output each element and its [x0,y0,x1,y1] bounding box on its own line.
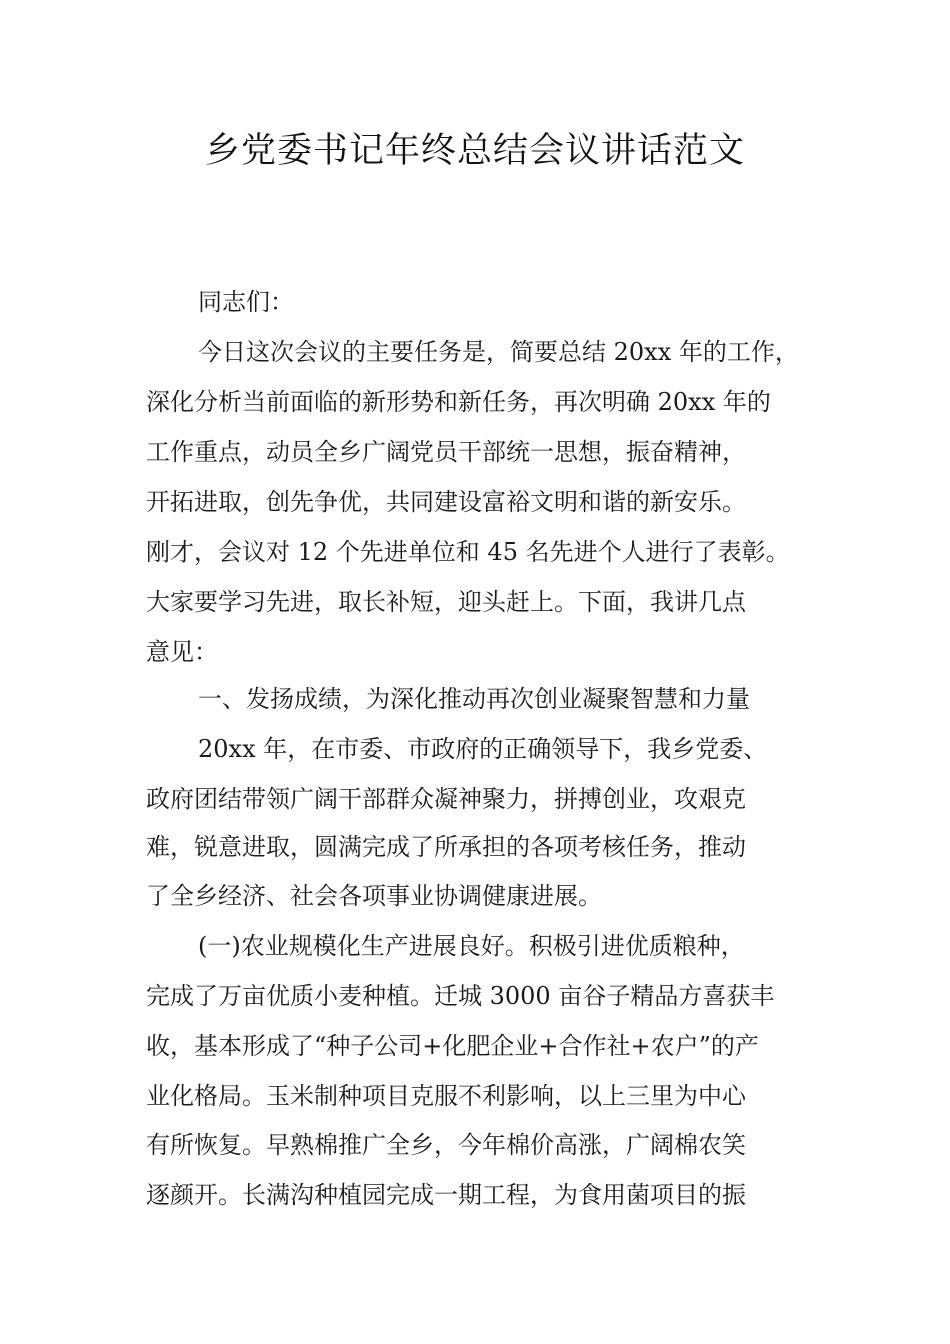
body-line: 收，基本形成了“种子公司+化肥企业+合作社+农户”的产 [146,1032,759,1060]
body-line: 开拓进取，创先争优，共同建设富裕文明和谐的新安乐。 [146,488,746,516]
body-line: 工作重点，动员全乡广阔党员干部统一思想，振奋精神， [146,438,746,466]
body-line: 意见： [146,638,218,666]
body-line: 刚才，会议对 12 个先进单位和 45 名先进个人进行了表彰。 [146,538,790,566]
section-heading: 一、发扬成绩，为深化推动再次创业凝聚智慧和力量 [198,685,750,713]
body-line: 大家要学习先进，取长补短，迎头赶上。下面，我讲几点 [146,588,746,616]
body-line: 有所恢复。早熟棉推广全乡，今年棉价高涨，广阔棉农笑 [146,1131,746,1159]
body-line: 政府团结带领广阔干部群众凝神聚力，拼搏创业，攻艰克 [146,785,746,813]
body-line: 业化格局。玉米制种项目克服不利影响，以上三里为中心 [146,1082,746,1110]
document-title: 乡党委书记年终总结会议讲话范文 [204,131,745,171]
body-line: 深化分析当前面临的新形势和新任务，再次明确 20xx 年的 [146,388,771,416]
body-line: 了全乡经济、社会各项事业协调健康进展。 [146,882,602,910]
subsection-heading: (一)农业规模化生产进展良好。积极引进优质粮种， [198,932,745,960]
body-line: 完成了万亩优质小麦种植。迁城 3000 亩谷子精品方喜获丰 [146,982,775,1010]
body-line: 今日这次会议的主要任务是，简要总结 20xx 年的工作， [198,338,799,366]
body-line: 20xx 年，在市委、市政府的正确领导下，我乡党委、 [198,735,768,763]
body-line: 难，锐意进取，圆满完成了所承担的各项考核任务，推动 [146,833,746,861]
body-line: 逐颜开。长满沟种植园完成一期工程，为食用菌项目的振 [146,1181,746,1209]
body-line: 同志们： [198,288,294,316]
